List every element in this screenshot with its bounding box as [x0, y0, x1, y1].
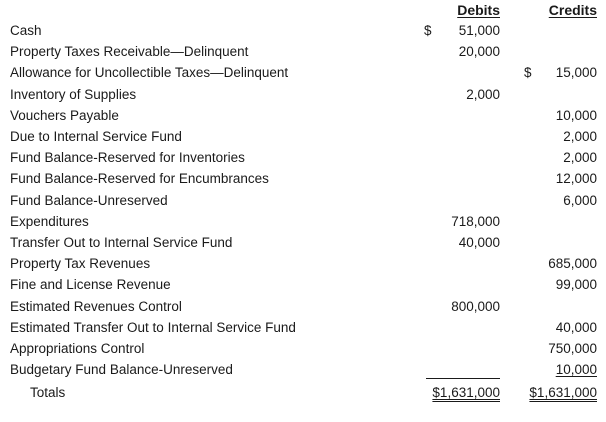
account-row [0, 193, 606, 214]
debit-amount: 20,000 [458, 44, 500, 60]
credit-amount: 10,000 [555, 362, 597, 378]
debit-amount: 800,000 [451, 298, 500, 314]
credit-amount: 750,000 [548, 341, 597, 356]
account-name: Estimated Revenues Control [10, 298, 182, 314]
account-row [0, 65, 606, 86]
totals-credit: $1,631,000 [529, 385, 597, 400]
account-row [0, 108, 606, 129]
account-name: Appropriations Control [10, 341, 145, 356]
totals-row [0, 385, 606, 406]
credit-amount: 99,000 [555, 277, 597, 293]
account-row [0, 44, 606, 65]
credit-amount: 15,000 [555, 65, 597, 81]
debit-amount: 2,000 [466, 86, 500, 102]
account-name: Inventory of Supplies [10, 86, 137, 102]
debit-amount: 40,000 [458, 235, 500, 250]
totals-label: Totals [30, 385, 66, 400]
debit-amount: 51,000 [458, 23, 500, 38]
account-name: Transfer Out to Internal Service Fund [10, 235, 233, 250]
account-name: Fund Balance-Unreserved [10, 192, 168, 208]
debit-currency-sign: $ [424, 23, 432, 38]
account-row [0, 129, 606, 150]
account-row [0, 299, 606, 320]
account-name: Fund Balance-Reserved for Inventories [10, 150, 245, 166]
debit-total-rule [426, 378, 500, 379]
credit-amount: 12,000 [555, 171, 597, 187]
account-name: Fund Balance-Reserved for Encumbrances [10, 171, 269, 187]
account-name: Budgetary Fund Balance-Unreserved [10, 362, 233, 378]
account-name: Fine and License Revenue [10, 277, 171, 293]
account-row [0, 341, 606, 362]
credit-amount: 685,000 [548, 256, 597, 272]
debits-header: Debits [457, 2, 500, 18]
account-row [0, 320, 606, 341]
account-row [0, 256, 606, 277]
account-name: Due to Internal Service Fund [10, 129, 182, 144]
debit-amount: 718,000 [451, 213, 500, 229]
account-row [0, 362, 606, 383]
account-name: Vouchers Payable [10, 107, 119, 123]
account-row [0, 235, 606, 256]
credit-amount: 10,000 [555, 107, 597, 123]
credit-amount: 2,000 [563, 150, 597, 166]
credit-amount: 2,000 [563, 129, 597, 144]
account-name: Cash [10, 23, 42, 38]
totals-debit: $1,631,000 [432, 385, 500, 400]
account-row [0, 171, 606, 192]
account-row [0, 150, 606, 171]
account-row [0, 23, 606, 44]
account-name: Property Tax Revenues [10, 256, 151, 272]
credit-amount: 6,000 [563, 192, 597, 208]
account-row [0, 277, 606, 298]
account-row [0, 214, 606, 235]
credits-header: Credits [548, 2, 597, 18]
account-name: Property Taxes Receivable—Delinquent [10, 44, 249, 60]
credit-currency-sign: $ [524, 65, 532, 81]
credit-amount: 40,000 [555, 319, 597, 335]
account-row [0, 87, 606, 108]
account-name: Estimated Transfer Out to Internal Service Fund [10, 319, 296, 335]
account-name: Allowance for Uncollectible Taxes—Delinquent [10, 65, 289, 81]
account-name: Expenditures [10, 213, 89, 229]
